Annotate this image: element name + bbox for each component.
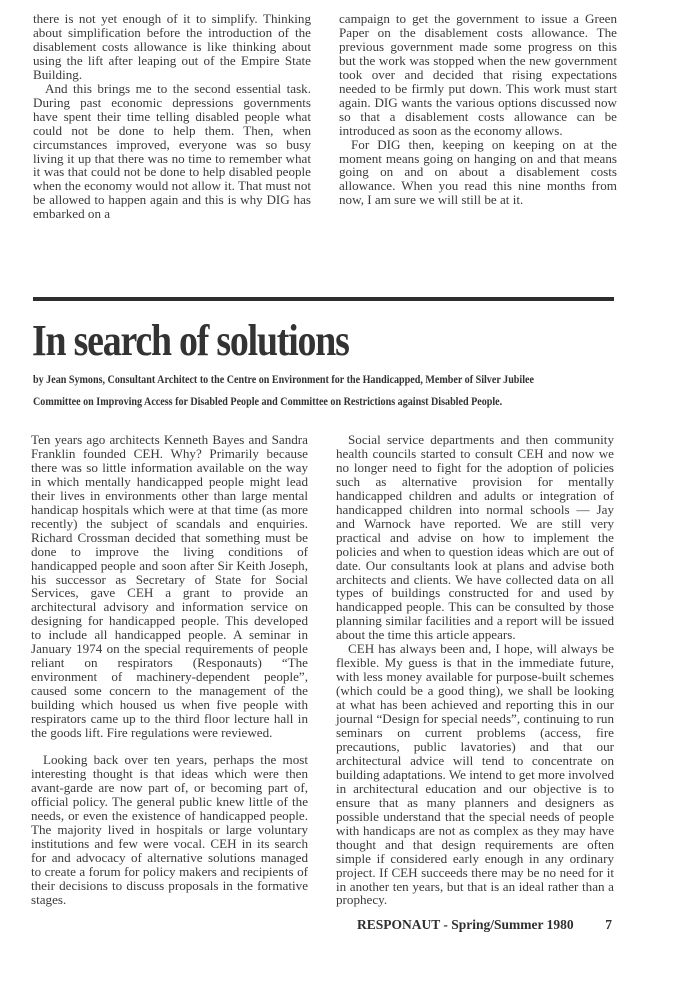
previous-article-left-column: [33, 12, 311, 221]
paragraph: there is not yet enough of it to simplify. Thinking about simplification before the introduction of the disablement costs allowance is like thinking about using the lift after leaping out of the Empire State Building.: [33, 11, 311, 82]
byline-line: by Jean Symons, Consultant Architect to the Centre on Environment for the Handicapped, Member of Silver Jubilee: [33, 373, 534, 386]
page-footer: [357, 917, 612, 933]
byline-line: Committee on Improving Access for Disabled People and Committee on Restrictions against Disabled People.: [33, 395, 503, 408]
paragraph: And this brings me to the second essential task. During past economic depressions governments have spent their time telling disabled people what could not be done to help them. Then, when circumstances improved, everyone was so busy living it up that there was no time to remember what it was that could not be done to help disabled people when the economy would not allow it. That must not be allowed to happen again and this is why DIG has embarked on a: [33, 80, 311, 222]
paragraph: campaign to get the government to issue a Green Paper on the disablement costs allowance. The previous government made some progress on this but the work was stopped when the new government took over and decided that rising expectations needed to be firmly put down. This work must start again. DIG wants the various options discussed now so that a disablement costs allowance can be introduced as soon as the economy allows.: [339, 11, 617, 138]
paragraph: Ten years ago architects Kenneth Bayes and Sandra Franklin founded CEH. Why? Primarily because there was so little information available on the way in which mentally handicapped people might lead their lives in environments other than large mental handicap hospitals which were at that time (as more recently) the subject of scandals and enquiries. Richard Crossman decided that something must be done to improve the living conditions of handicapped people and soon after Sir Keith Joseph, his successor as Secretary of State for Social Services, gave CEH a grant to provide an architectural advisory and information service on designing for handicapped people. This developed to include all handicapped people. A seminar in January 1974 on the special requirements of people reliant on respirators (Responauts) “The environment of machinery-dependent people”, caused some concern to the management of the building which housed us when five people with respirators came up to the third floor lecture hall in the goods lift. Fire regulations were reviewed.: [31, 432, 308, 741]
page-number: 7: [605, 917, 612, 932]
article-right-column: [336, 433, 614, 907]
paragraph: Looking back over ten years, perhaps the most interesting thought is that ideas which were then avant-garde are now part of, or becoming part of, official policy. The general public knew little of the needs, or even the existence of handicapped people. The majority lived in hospitals or large voluntary institutions and few were vocal. CEH in its search for and advocacy of alternative solutions managed to create a forum for policy makers and recipients of their decisions to discuss proposals in the formative stages.: [31, 751, 308, 907]
publication-name: RESPONAUT - Spring/Summer 1980: [357, 917, 574, 932]
section-divider-rule: [33, 297, 614, 301]
article-byline: [33, 369, 590, 413]
article-left-column: [31, 433, 308, 906]
article-title: In search of solutions: [32, 316, 349, 365]
paragraph: Social service departments and then community health councils started to consult CEH and now we no longer need to fight for the adoption of policies such as alternative provision for mentally handicapped children and adults or integration of handicapped children into normal schools — Jay and Warnock have reported. We are still very practical and advise on how to implement the policies and when to question ideas which are out of date. Our consultants look at plans and advise both architects and clients. We have collected data on all types of buildings constructed for and used by handicapped people. This can be consulted by those planning similar facilities and a report will be issued about the time this article appears.: [336, 432, 614, 643]
paragraph: For DIG then, keeping on keeping on at the moment means going on hanging on and that means going on and on about a disablement costs allowance. When you read this nine months from now, I am sure we will still be at it.: [339, 136, 617, 208]
previous-article-right-column: [339, 12, 617, 207]
paragraph: CEH has always been and, I hope, will always be flexible. My guess is that in the immediate future, with less money available for purpose-built schemes (which could be a good thing), we shall be looking at what has been achieved and reporting this in our journal “Design for special needs”, continuing to run seminars on current problems (access, fire precautions, public lavatories) and that our architectural advice will tend to concentrate on building adaptations. We intend to get more involved in architectural education and our objective is to ensure that as many planners and designers as possible understand that the special needs of people with handicaps are not as complex as they may have thought and that design requirements are often simple if considered early enough in any ordinary project. If CEH succeeds there may be no need for it in another ten years, but that is an ideal rather than a prophecy.: [336, 641, 614, 908]
